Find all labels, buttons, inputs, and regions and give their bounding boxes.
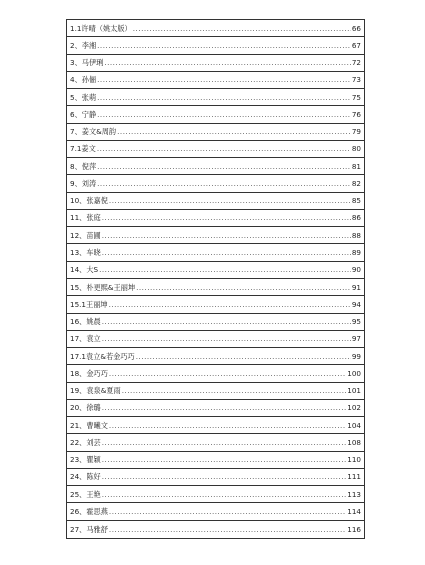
toc-entry [67,417,364,434]
toc-entry-page: 101 [347,386,361,396]
toc-entry-label: 17.1袁立&若金巧巧 [70,351,135,361]
toc-entry-page: 91 [351,282,361,292]
toc-entry [67,55,364,72]
toc-entry [67,193,364,210]
leader-dots [97,180,351,187]
toc-entry-label: 27、马雅舒 [70,524,108,534]
toc-entry-label: 15.1王丽坤 [70,299,108,309]
toc-entry [67,89,364,106]
leader-dots [136,284,351,291]
toc-entry [67,400,364,417]
toc-entry [67,124,364,141]
leader-dots [133,25,351,32]
leader-dots [97,111,351,118]
toc-entry-page: 94 [351,299,361,309]
toc-entry-page: 113 [347,489,361,499]
leader-dots [97,94,351,101]
toc-entry-label: 16、姚晨 [70,317,101,327]
toc-entry-page: 88 [351,230,361,240]
toc-entry [67,486,364,503]
toc-entry [67,279,364,296]
leader-dots [102,456,347,463]
toc-entry [67,314,364,331]
leader-dots [109,508,346,515]
leader-dots [109,370,346,377]
leader-dots [109,197,351,204]
toc-entry-label: 12、苗圃 [70,230,101,240]
toc-entry-label: 14、大S [70,265,99,275]
toc-entry-page: 100 [347,368,361,378]
toc-entry-page: 80 [351,144,361,154]
toc-entry [67,262,364,279]
toc-entry [67,72,364,89]
toc-entry-page: 97 [351,334,361,344]
toc-entry-label: 20、徐璐 [70,403,101,413]
leader-dots [102,318,351,325]
toc-entry-page: 111 [347,472,361,482]
toc-entry-page: 75 [351,92,361,102]
toc-entry-label: 11、张庭 [70,213,101,223]
toc-entry-page: 95 [351,317,361,327]
toc-entry-label: 6、宁静 [70,109,97,119]
leader-dots [97,163,351,170]
toc-entry-page: 89 [351,247,361,257]
leader-dots [97,145,351,152]
toc-entry-page: 81 [351,161,361,171]
toc-entry-label: 24、陈好 [70,472,101,482]
toc-entry [67,365,364,382]
toc-entry [67,20,364,37]
toc-entry-page: 85 [351,196,361,206]
toc-entry-label: 13、车晓 [70,247,101,257]
leader-dots [104,59,351,66]
toc-entry [67,434,364,451]
leader-dots [102,335,351,342]
toc-entry-page: 72 [351,58,361,68]
leader-dots [102,473,347,480]
toc-entry [67,210,364,227]
toc-entry [67,331,364,348]
toc-entry-page: 114 [347,506,361,516]
toc-entry-page: 99 [351,351,361,361]
toc-entry [67,106,364,123]
table-of-contents [66,19,365,539]
toc-entry-label: 7、姜文&周韵 [70,127,117,137]
toc-entry-page: 86 [351,213,361,223]
toc-entry-page: 104 [347,420,361,430]
leader-dots [136,353,351,360]
toc-entry-label: 21、曹曦文 [70,420,108,430]
toc-entry-label: 8、倪萍 [70,161,97,171]
toc-entry-page: 116 [347,524,361,534]
toc-entry-page: 73 [351,75,361,85]
toc-entry-label: 10、张嘉倪 [70,196,108,206]
toc-entry [67,503,364,520]
leader-dots [102,214,351,221]
toc-entry-label: 15、朴更熙&王丽坤 [70,282,136,292]
toc-entry-label: 26、霍思燕 [70,506,108,516]
toc-entry-label: 2、李湘 [70,40,97,50]
toc-entry-label: 22、刘芸 [70,437,101,447]
leader-dots [102,404,347,411]
toc-entry-page: 102 [347,403,361,413]
toc-entry-label: 3、马伊琍 [70,58,104,68]
toc-entry [67,141,364,158]
leader-dots [109,301,351,308]
toc-entry [67,158,364,175]
toc-entry-label: 1.1许晴（姚太版） [70,23,132,33]
toc-entry [67,244,364,261]
leader-dots [102,249,351,256]
toc-entry-page: 76 [351,109,361,119]
toc-entry-page: 82 [351,178,361,188]
toc-entry-label: 19、袁泉&夏雨 [70,386,121,396]
toc-entry-label: 9、刘涛 [70,178,97,188]
toc-entry-page: 108 [347,437,361,447]
leader-dots [102,232,351,239]
leader-dots [109,422,346,429]
leader-dots [97,76,351,83]
leader-dots [122,387,347,394]
toc-entry-page: 66 [351,23,361,33]
toc-entry [67,37,364,54]
toc-entry-page: 79 [351,127,361,137]
toc-entry [67,348,364,365]
toc-entry-label: 5、张萌 [70,92,97,102]
toc-entry [67,521,364,538]
leader-dots [117,128,351,135]
leader-dots [99,266,351,273]
leader-dots [109,526,346,533]
toc-entry [67,227,364,244]
toc-entry-page: 90 [351,265,361,275]
toc-entry-page: 67 [351,40,361,50]
toc-entry-label: 18、金巧巧 [70,368,108,378]
toc-entry [67,383,364,400]
toc-entry-label: 4、孙俪 [70,75,97,85]
toc-entry [67,175,364,192]
toc-entry [67,296,364,313]
leader-dots [102,491,347,498]
toc-entry-label: 25、王艳 [70,489,101,499]
leader-dots [97,42,351,49]
toc-entry-page: 110 [347,455,361,465]
toc-entry-label: 17、袁立 [70,334,101,344]
toc-entry [67,469,364,486]
leader-dots [102,439,347,446]
toc-entry [67,452,364,469]
toc-entry-label: 7.1姜文 [70,144,96,154]
toc-entry-label: 23、瞿颖 [70,455,101,465]
